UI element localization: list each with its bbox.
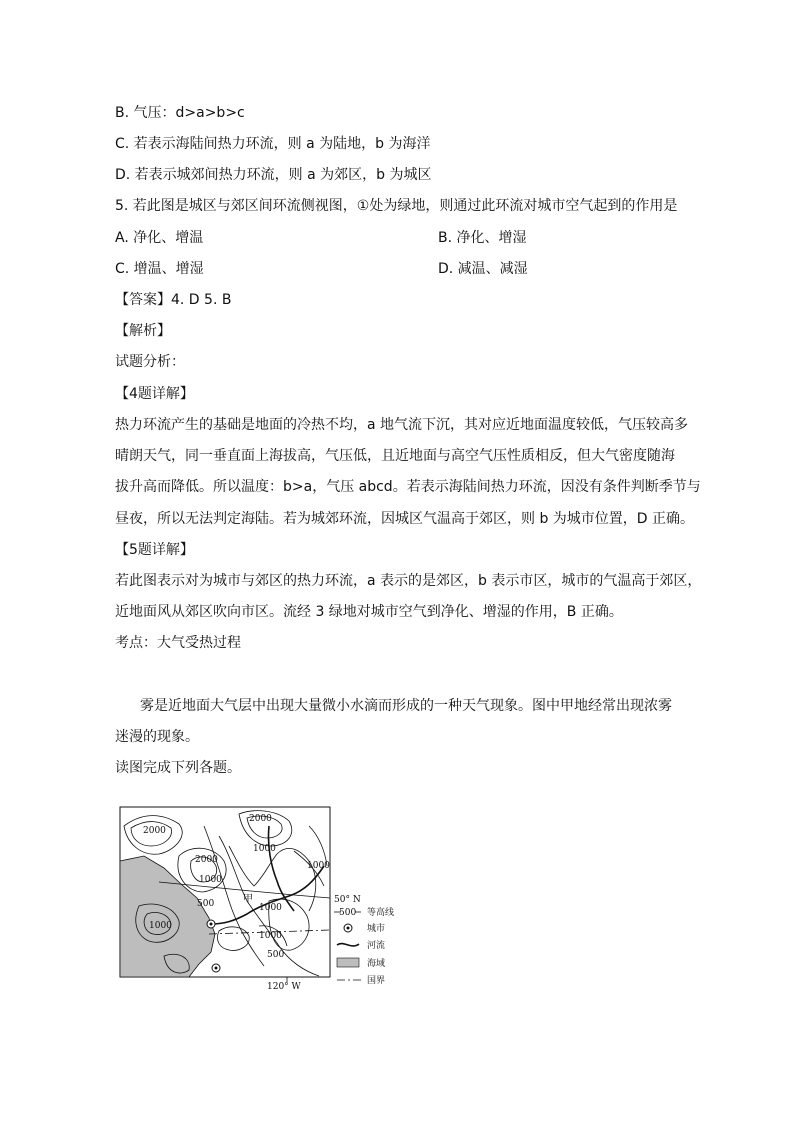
- passage-line: 雾是近地面大气层中出现大量微小水滴而形成的一种天气现象。图中甲地经常出现浓雾: [140, 698, 672, 714]
- contour-label: 2000: [143, 826, 166, 836]
- q5-detail-line: 近地面风从郊区吹向市区。流经 3 绿地对城市空气到净化、增湿的作用，B 正确。: [115, 604, 623, 620]
- instruction: 读图完成下列各题。: [115, 760, 241, 776]
- q5-option-a: A. 净化、增温: [115, 230, 204, 246]
- q4-detail-line: 晴朗天气，同一垂直面上海拔高，气压低，且近地面与高空气压性质相反，但大气密度随海: [115, 448, 675, 464]
- q4-option-d: D. 若表示城郊间热力环流，则 a 为郊区，b 为城区: [115, 167, 432, 183]
- kaodian: 考点：大气受热过程: [115, 635, 241, 651]
- contour-label: 1000: [253, 844, 276, 854]
- q4-detail-line: 昼夜，所以无法判定海陆。若为城郊环流，因城区气温高于郊区，则 b 为城市位置，D 正确。: [115, 511, 695, 527]
- map-legend: [334, 906, 394, 986]
- q5-detail-line: 若此图表示对为城市与郊区的热力环流，a 表示的是郊区，b 表示市区，城市的气温高于郊区，: [115, 573, 702, 589]
- legend-border-text: 国界: [367, 976, 386, 986]
- latitude-label: 50° N: [334, 895, 361, 905]
- analysis-heading: 【解析】: [115, 323, 171, 339]
- longitude-label: 120° W: [267, 982, 301, 992]
- legend-city-icon: [344, 924, 352, 932]
- q5-detail-heading: 【5题详解】: [115, 542, 194, 558]
- q5-option-b: B. 净化、增湿: [438, 230, 527, 246]
- q4-option-b: B. 气压：d>a>b>c: [115, 105, 245, 121]
- q4-option-c: C. 若表示海陆间热力环流，则 a 为陆地，b 为海洋: [115, 136, 431, 152]
- legend-sea-text: 海域: [367, 959, 386, 969]
- q4-detail-line: 热力环流产生的基础是地面的冷热不均，a 地气流下沉，其对应近地面温度较低，气压较高多: [115, 417, 689, 433]
- place-label: 甲: [243, 894, 253, 905]
- analysis-intro: 试题分析：: [115, 354, 185, 370]
- contour-label: 500: [267, 950, 285, 960]
- q5-option-c: C. 增温、增湿: [115, 261, 204, 277]
- legend-sea-icon: [337, 958, 359, 967]
- city-icon: [207, 920, 215, 928]
- contour-label: 1000: [199, 875, 222, 885]
- contour-label: 1000: [307, 861, 330, 871]
- q4-detail-heading: 【4题详解】: [115, 386, 194, 402]
- contour-map: [119, 806, 399, 992]
- legend-river-text: 河流: [367, 941, 386, 951]
- contour-label: 500: [197, 899, 215, 909]
- legend-river-icon: [337, 944, 359, 946]
- q5-stem: 5. 若此图是城区与郊区间环流侧视图，①处为绿地，则通过此环流对城市空气起到的作用是: [115, 198, 678, 214]
- contour-label: 1000: [149, 921, 172, 931]
- legend-contour-value: 500: [339, 908, 357, 918]
- passage-line: 迷漫的现象。: [115, 729, 199, 745]
- contour-label: 1000: [259, 903, 282, 913]
- q4-detail-line: 拔升高而降低。所以温度：b>a，气压 abcd。若表示海陆间热力环流，因没有条件判断季节与: [115, 479, 701, 495]
- contour-label: 1000: [259, 931, 282, 941]
- answer-line: 【答案】4. D 5. B: [115, 292, 232, 308]
- q5-option-d: D. 减温、减湿: [438, 261, 528, 277]
- contour-label: 2000: [195, 855, 218, 865]
- contour-label: 2000: [249, 814, 272, 824]
- city-icon: [212, 964, 220, 972]
- legend-city-text: 城市: [367, 924, 386, 934]
- legend-contour-text: 等高线: [367, 908, 395, 918]
